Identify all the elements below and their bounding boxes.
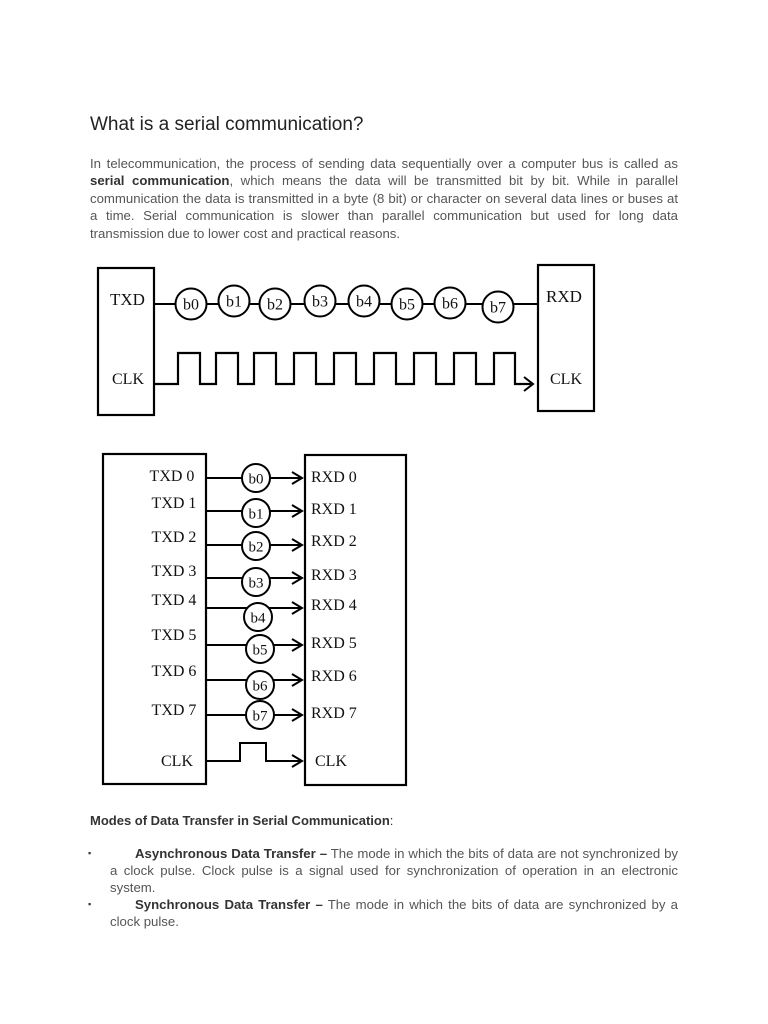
list-item-term: Asynchronous Data Transfer – [135, 846, 328, 861]
parallel-rx-clk-label: CLK [315, 753, 347, 770]
parallel-rx-label: RXD 5 [311, 635, 357, 652]
parallel-tx-clk-label: CLK [161, 753, 193, 770]
list-item-synchronous [110, 896, 678, 930]
parallel-rx-label: RXD 3 [311, 567, 357, 584]
serial-tx-clk-label: CLK [112, 371, 144, 388]
parallel-tx-label: TXD 2 [151, 529, 197, 546]
parallel-clock-wave [206, 743, 300, 761]
list-item-asynchronous [110, 845, 678, 896]
list-item-description: The mode in which the bits of data are not synchronized by a clock pulse. Clock pulse is a signal used for synchronization of operation in an electronic system. [110, 846, 678, 895]
parallel-bit-label: b2 [248, 539, 264, 556]
serial-rx-data-label: RXD [546, 287, 582, 306]
list-item-description: The mode in which the bits of data are synchronized by a clock pulse. [110, 897, 678, 929]
modes-heading-colon: : [389, 813, 394, 828]
intro-bold-term: serial communication [90, 173, 230, 189]
serial-bit-label: b2 [267, 296, 283, 314]
parallel-bit-label: b6 [252, 678, 268, 695]
parallel-tx-label: TXD 1 [151, 495, 197, 512]
parallel-tx-label: TXD 6 [151, 663, 197, 680]
parallel-rx-label: RXD 4 [311, 597, 357, 614]
modes-heading [90, 813, 393, 828]
serial-tx-data-label: TXD [110, 290, 145, 309]
intro-text-end: , which means the data will be transmitted bit by bit. While in parallel communication the data is transmitted in a byte (8 bit) or character on several data lines or buses at a time. Serial communication is slower than parallel communication but used for long data transmission due to lower cost and practical reasons. [90, 173, 678, 241]
parallel-bit-label: b0 [248, 471, 264, 488]
serial-bit-label: b6 [442, 295, 458, 313]
parallel-tx-label: TXD 5 [151, 627, 197, 644]
parallel-bit-label: b5 [252, 642, 268, 659]
serial-rx-clk-label: CLK [550, 371, 582, 388]
parallel-bit-label: b4 [250, 610, 266, 627]
parallel-rx-label: RXD 6 [311, 668, 357, 685]
bullet-marker: ▪ [88, 848, 92, 858]
serial-bit-label: b5 [399, 296, 415, 314]
serial-bit-label: b1 [226, 293, 242, 311]
parallel-tx-label: TXD 3 [151, 563, 197, 580]
parallel-bit-label: b7 [252, 708, 268, 725]
parallel-rx-label: RXD 1 [311, 501, 357, 518]
parallel-data-lines [150, 464, 357, 729]
parallel-rx-label: RXD 0 [311, 469, 357, 486]
list-item-term: Synchronous Data Transfer – [135, 897, 323, 912]
parallel-tx-label: TXD 7 [151, 702, 197, 719]
parallel-rx-label: RXD 7 [311, 705, 357, 722]
parallel-bit-label: b1 [248, 506, 264, 523]
serial-bit-label: b4 [356, 293, 372, 311]
parallel-rx-label: RXD 2 [311, 533, 357, 550]
intro-text-start: In telecommunication, the process of sending data sequentially over a computer bus is called as [90, 156, 678, 171]
serial-bit-label: b3 [312, 293, 328, 311]
parallel-tx-label: TXD 0 [149, 468, 195, 485]
bullet-marker: ▪ [88, 899, 92, 909]
serial-bit-label: b0 [183, 296, 199, 314]
serial-clock-wave [154, 353, 531, 384]
serial-bit-label: b7 [490, 299, 506, 317]
page-title: What is a serial communication? [90, 114, 364, 135]
serial-diagram [98, 265, 594, 415]
parallel-bit-label: b3 [248, 575, 264, 592]
parallel-tx-label: TXD 4 [151, 592, 197, 609]
modes-heading-bold: Modes of Data Transfer in Serial Communication [90, 813, 390, 828]
